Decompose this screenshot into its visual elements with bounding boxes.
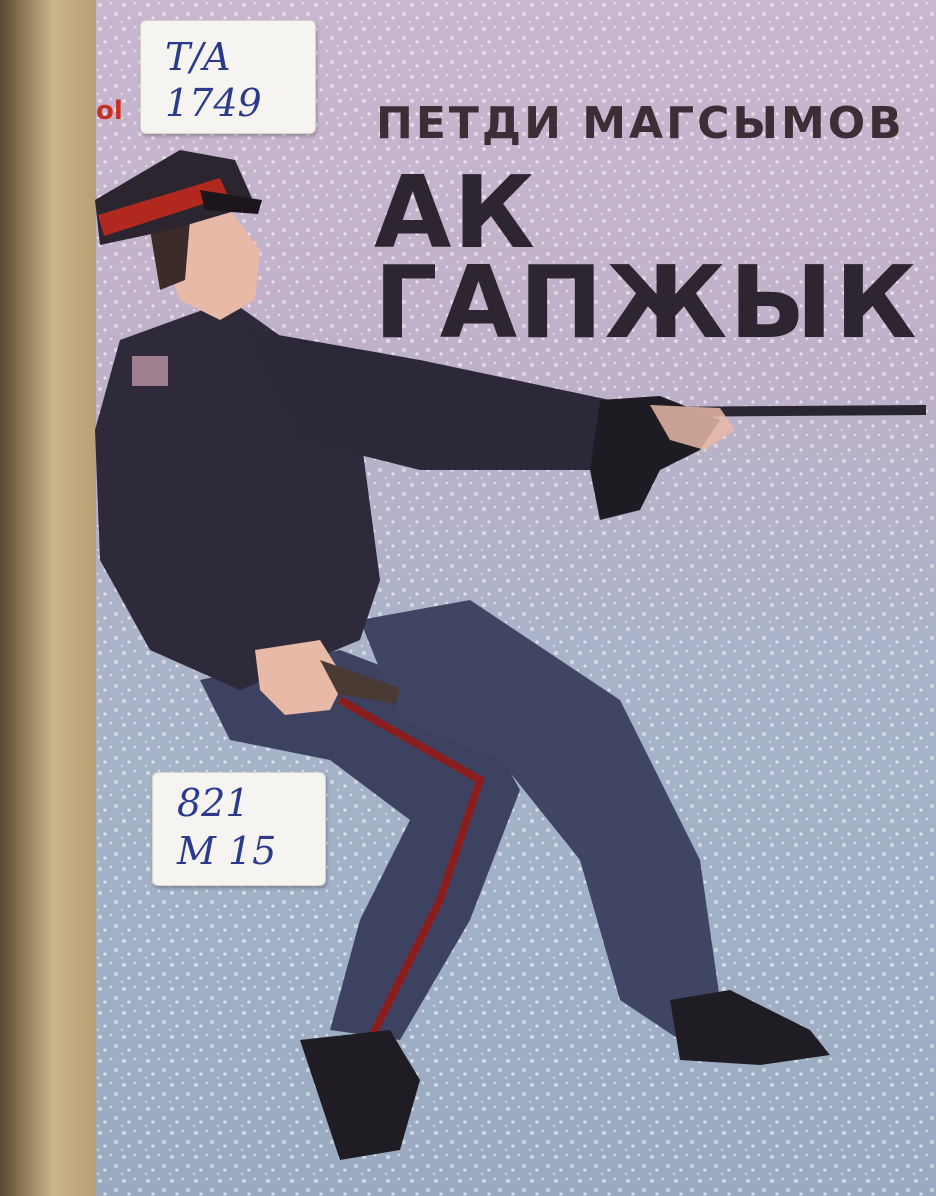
label-bottom-line-2: M 15 — [177, 829, 277, 873]
label-bottom-line-1: 821 — [177, 781, 250, 825]
library-label-bottom — [152, 772, 326, 886]
library-label-top — [140, 20, 316, 134]
author-name: ПЕТДИ МАГСЫМОВ — [376, 98, 905, 149]
label-top-line-2: 1749 — [165, 81, 262, 125]
spine-mark: ol — [96, 96, 123, 126]
shoulder-patch — [132, 356, 168, 386]
title-line-1: АК — [374, 154, 538, 271]
book-title — [374, 154, 919, 361]
label-top-line-1: T/A — [165, 35, 231, 79]
title-line-2: ГАПЖЫК — [374, 244, 919, 361]
